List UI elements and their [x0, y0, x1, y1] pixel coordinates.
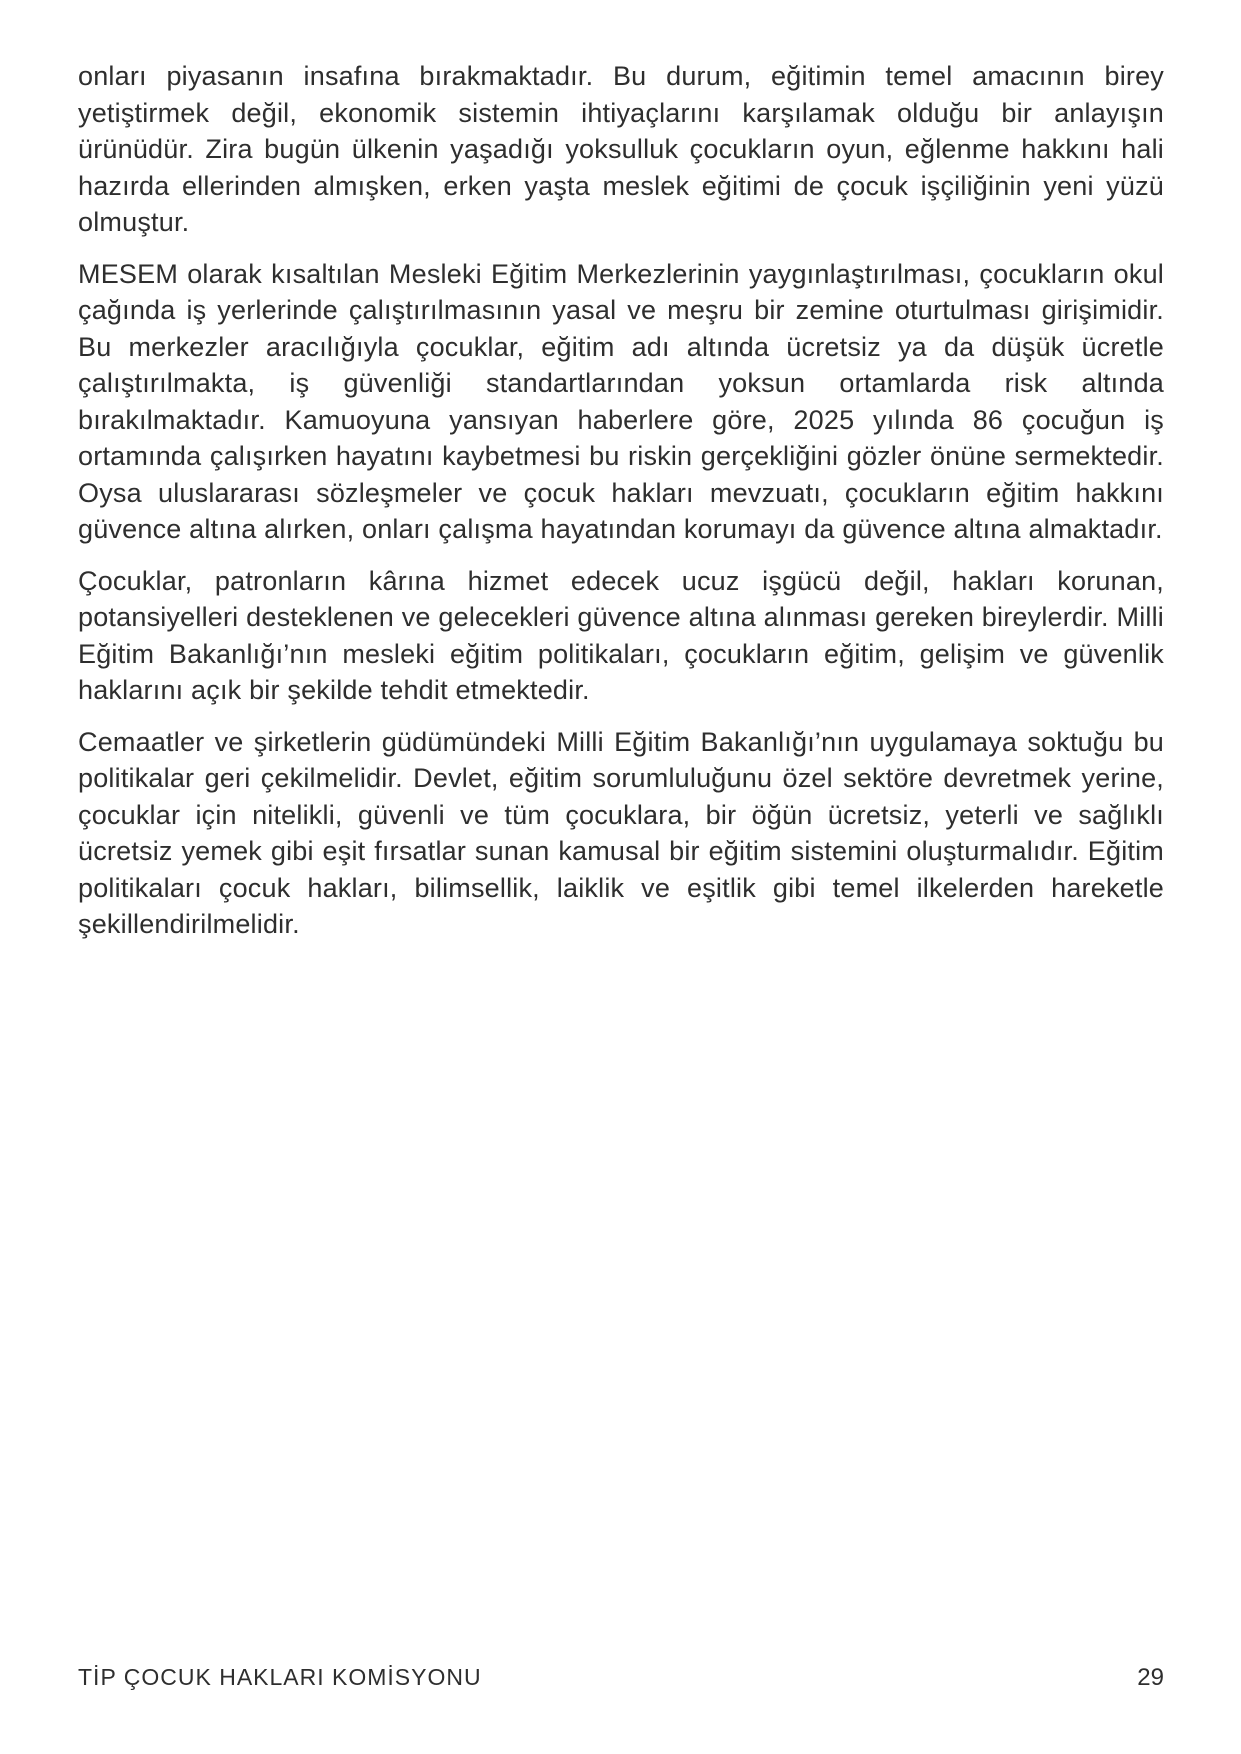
page-footer	[78, 1664, 1164, 1692]
paragraph-2: MESEM olarak kısaltılan Mesleki Eğitim Merkezlerinin yaygınlaştırılması, çocukların okul çağında iş yerlerinde çalıştırılmasının yasal ve meşru bir zemine oturtulması girişimidir. Bu merkezler aracılığıyla çocuklar, eğitim adı altında ücretsiz ya da düşük ücretle çalıştırılmakta, iş güvenliği standartlarından yoksun ortamlarda risk altında bırakılmaktadır. Kamuoyuna yansıyan haberlere göre, 2025 yılında 86 çocuğun iş ortamında çalışırken hayatını kaybetmesi bu riskin gerçekliğini gözler önüne sermektedir. Oysa uluslararası sözleşmeler ve çocuk hakları mevzuatı, çocukların eğitim hakkını güvence altına alırken, onları çalışma hayatından korumayı da güvence altına almaktadır.	[78, 258, 1164, 544]
page-body-text	[78, 58, 1164, 958]
page-number: 29	[1137, 1664, 1164, 1691]
paragraph-3: Çocuklar, patronların kârına hizmet edecek ucuz işgücü değil, hakları korunan, potansiyelleri desteklenen ve gelecekleri güvence altına alınması gereken bireylerdir. Milli Eğitim Bakanlığı’nın mesleki eğitim politikaları, çocukların eğitim, gelişim ve güvenlik haklarını açık bir şekilde tehdit etmektedir.	[78, 565, 1164, 705]
paragraph-1: onları piyasanın insafına bırakmaktadır. Bu durum, eğitimin temel amacının birey yetiştirmek değil, ekonomik sistemin ihtiyaçlarını karşılamak olduğu bir anlayışın ürünüdür. Zira bugün ülkenin yaşadığı yoksulluk çocukların oyun, eğlenme hakkını hali hazırda ellerinden almışken, erken yaşta meslek eğitimi de çocuk işçiliğinin yeni yüzü olmuştur.	[78, 61, 1164, 237]
paragraph-4: Cemaatler ve şirketlerin güdümündeki Milli Eğitim Bakanlığı’nın uygulamaya soktuğu bu politikalar geri çekilmelidir. Devlet, eğitim sorumluluğunu özel sektöre devretmek yerine, çocuklar için nitelikli, güvenli ve tüm çocuklara, bir öğün ücretsiz, yeterli ve sağlıklı ücretsiz yemek gibi eşit fırsatlar sunan kamusal bir eğitim sistemini oluşturmalıdır. Eğitim politikaları çocuk hakları, bilimsellik, laiklik ve eşitlik gibi temel ilkelerden hareketle şekillendirilmelidir.	[78, 726, 1164, 939]
footer-organization-label: TİP ÇOCUK HAKLARI KOMİSYONU	[78, 1664, 482, 1690]
